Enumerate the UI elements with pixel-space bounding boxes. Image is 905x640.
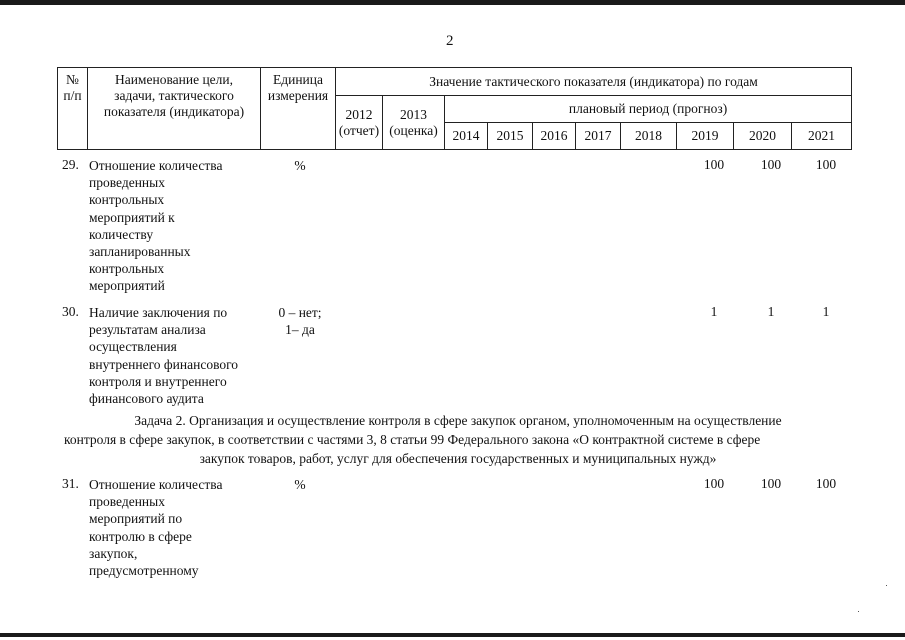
header-col-unit: Единица измерения	[261, 68, 336, 150]
indicator-unit: %	[294, 477, 306, 492]
value-2020: 1	[767, 304, 775, 319]
page-number: 2	[446, 33, 454, 49]
header-year-2013: 2013 (оценка)	[383, 96, 445, 150]
header-plan-year: 2016	[533, 123, 576, 150]
header-plan-year: 2021	[792, 123, 852, 150]
value-2021: 100	[815, 476, 837, 491]
indicator-unit: 0 – нет; 1– да	[278, 305, 322, 338]
header-plan-period: плановый период (прогноз)	[445, 96, 852, 123]
header-plan-year: 2014	[445, 123, 488, 150]
header-col-values: Значение тактического показателя (индикатора) по годам	[336, 68, 852, 96]
header-col-name: Наименование цели, задачи, тактического показателя (индикатора)	[88, 68, 261, 150]
value-2020: 100	[760, 476, 782, 491]
header-col-number: № п/п	[58, 68, 88, 150]
header-plan-year: 2017	[576, 123, 621, 150]
header-plan-year: 2015	[488, 123, 533, 150]
indicator-name: Отношение количества проведенных контрольных мероприятий к количеству запланированных контрольных мероприятий	[89, 158, 223, 294]
indicator-name: Наличие заключения по результатам анализа осуществления внутреннего финансового контроля и внутреннего финансового аудита	[89, 305, 239, 407]
value-2020: 100	[760, 157, 782, 172]
indicator-unit: %	[294, 158, 306, 173]
scan-top-edge	[0, 0, 905, 5]
scan-speck	[886, 585, 887, 586]
value-2019: 100	[703, 157, 725, 172]
scan-speck	[858, 611, 859, 612]
row-number: 30.	[62, 304, 79, 319]
value-2019: 1	[710, 304, 718, 319]
header-plan-year: 2020	[734, 123, 792, 150]
header-plan-year: 2019	[677, 123, 734, 150]
indicator-name: Отношение количества проведенных мероприятий по контролю в сфере закупок, предусмотренному	[89, 477, 223, 579]
header-plan-year: 2018	[621, 123, 677, 150]
row-number: 29.	[62, 157, 79, 172]
table-header	[57, 67, 852, 150]
row-number: 31.	[62, 476, 79, 491]
task-heading: Задача 2. Организация и осуществление контроля в сфере закупок органом, уполномоченным на осуществление контроля в сфере закупок, в соответствии с частями 3, 8 статьи 99 Федерального закона «О контрактной системе в сфере закупок товаров, работ, услуг для обеспечения государственных и муниципальных нужд»	[64, 413, 782, 466]
value-2021: 100	[815, 157, 837, 172]
scan-bottom-edge	[0, 633, 905, 637]
header-year-2012: 2012 (отчет)	[336, 96, 383, 150]
value-2019: 100	[703, 476, 725, 491]
value-2021: 1	[822, 304, 830, 319]
